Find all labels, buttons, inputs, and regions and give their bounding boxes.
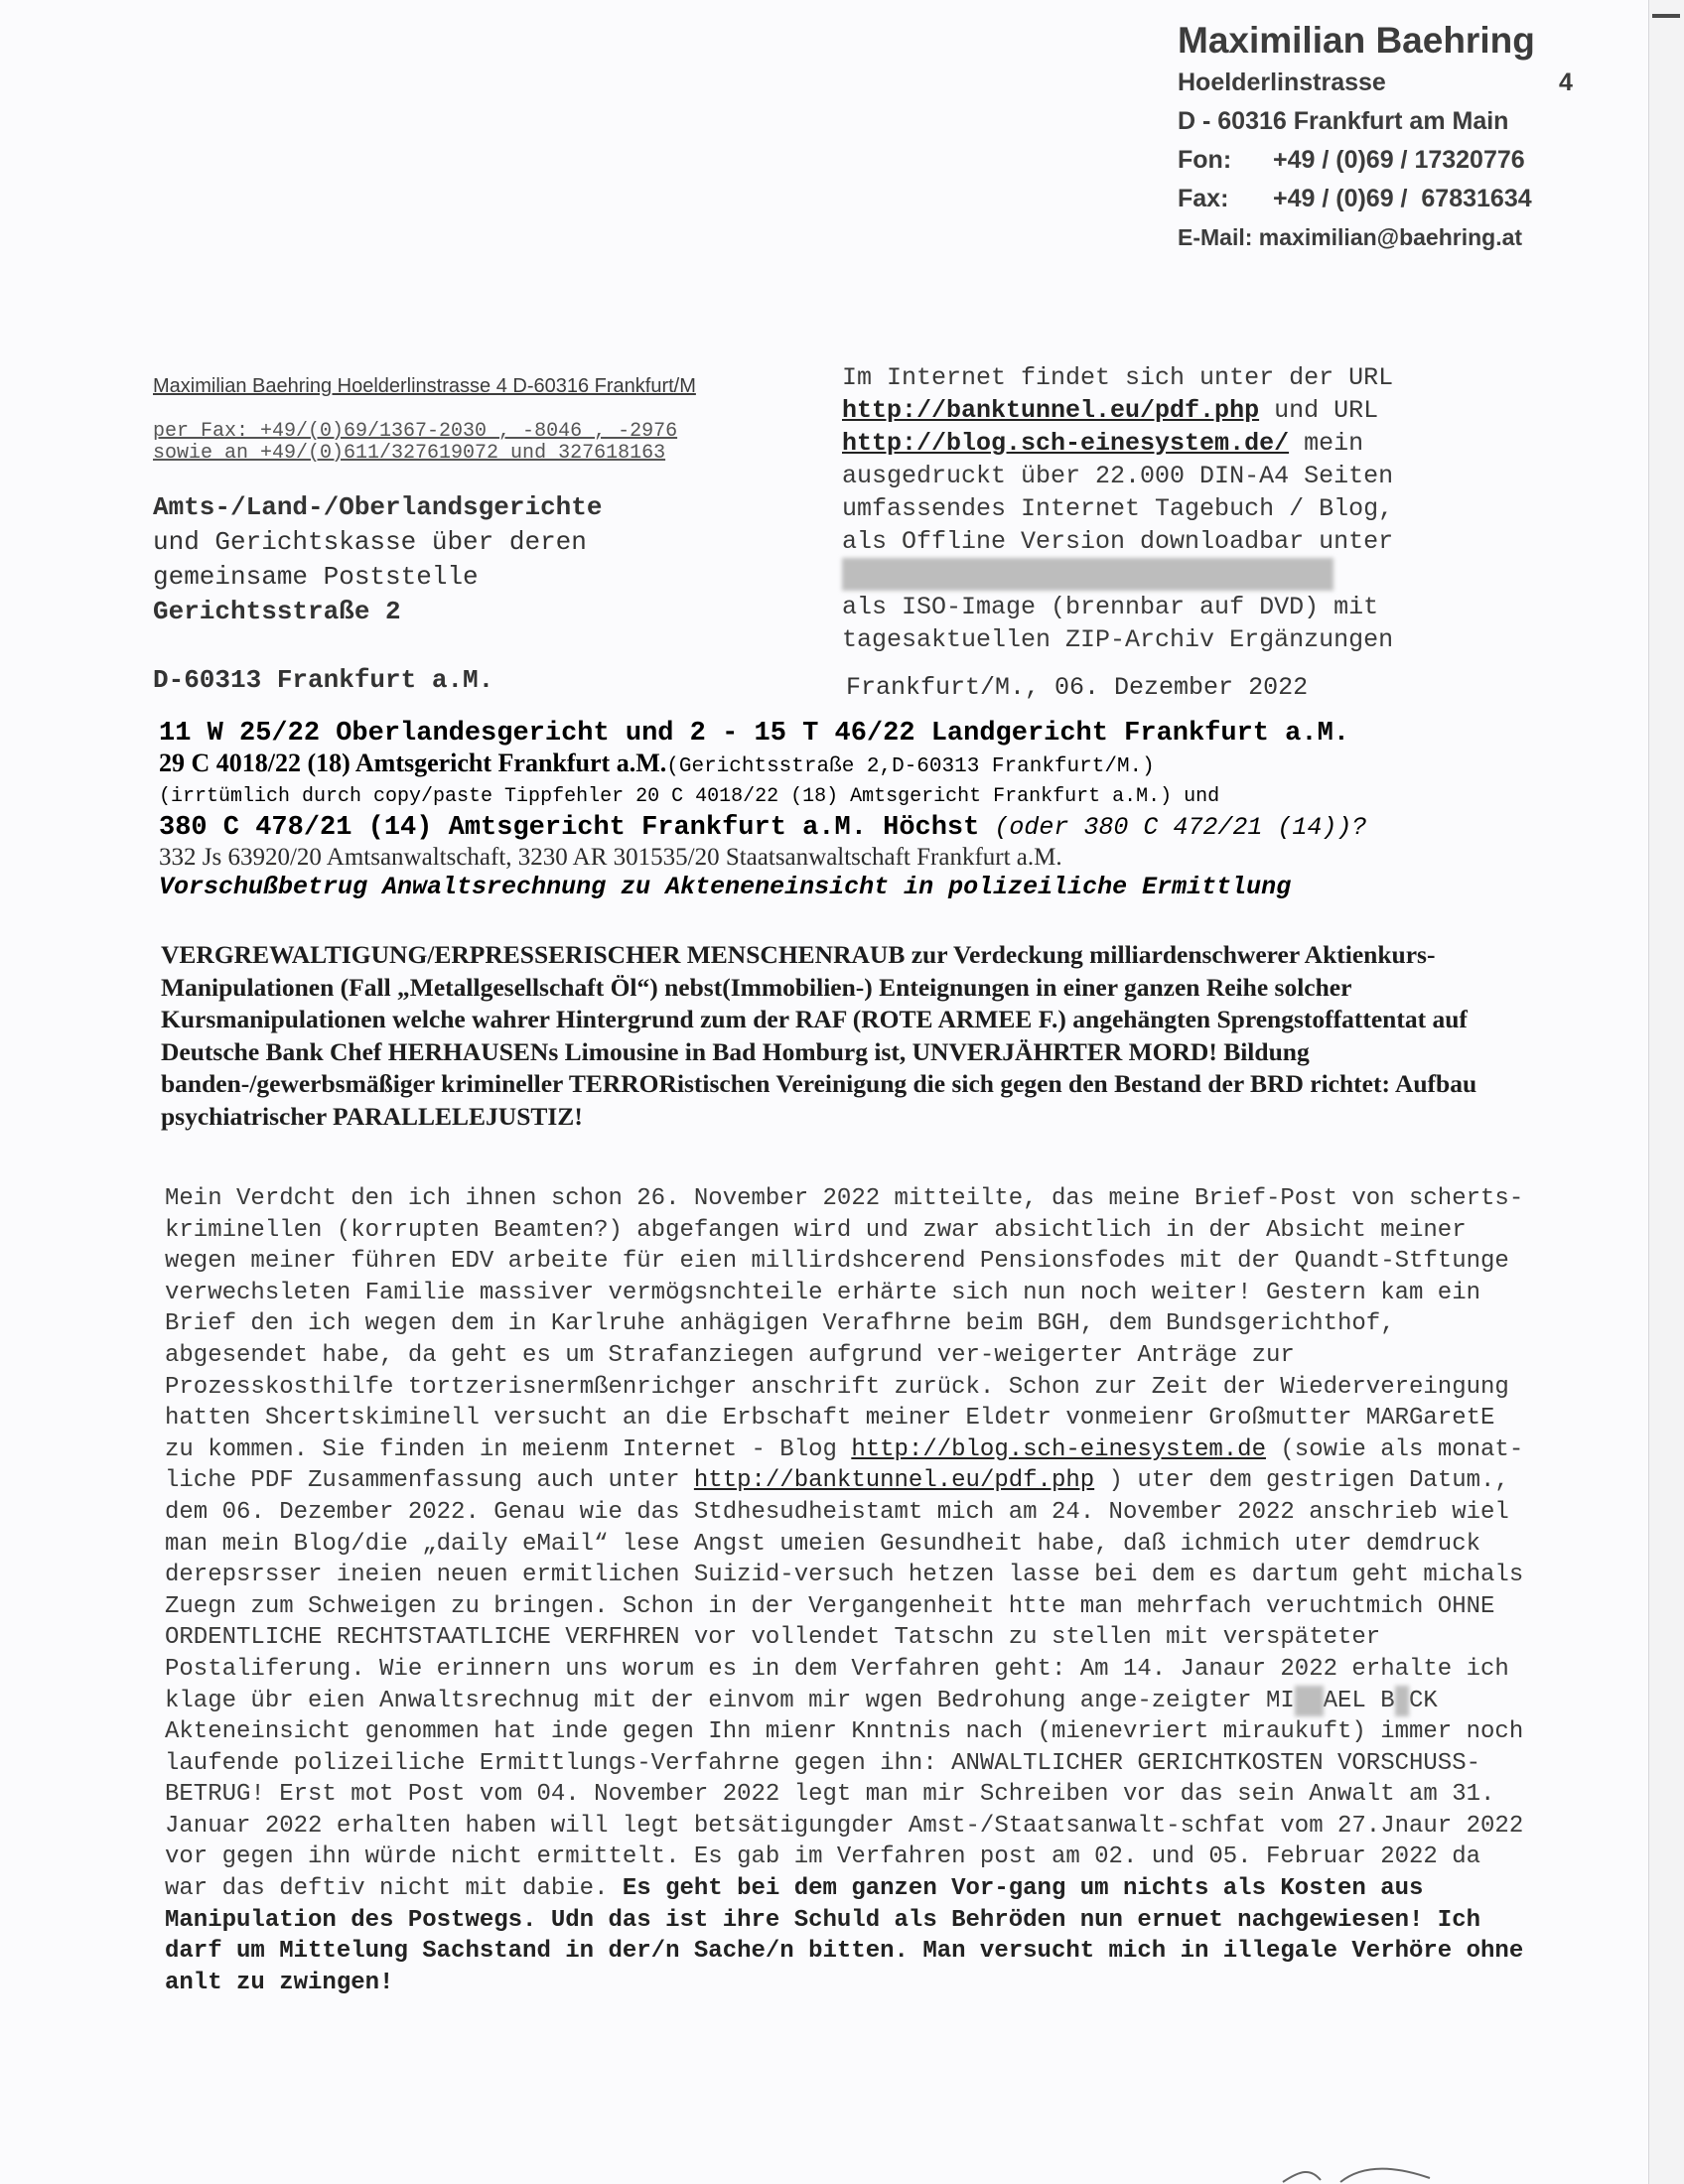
case-references xyxy=(159,719,1549,902)
phone-label: Fon: xyxy=(1178,146,1232,174)
letter-date: Frankfurt/M., 06. Dezember 2022 xyxy=(846,673,1309,702)
note-line-5: umfassendes Internet Tagebuch / Blog, xyxy=(842,494,1394,523)
ref-2-rest: (Gerichtsstraße 2,D-60313 Frankfurt/M.) xyxy=(666,755,1155,778)
blurred-download-url xyxy=(842,558,1333,591)
ref-line-1: 11 W 25/22 Oberlandesgericht und 2 - 15 T 46/22 Landgericht Frankfurt a.M. xyxy=(159,719,1349,749)
house-number: 4 xyxy=(1559,68,1573,96)
internet-note xyxy=(842,361,1393,656)
letterhead xyxy=(1178,18,1595,257)
ref-line-2 xyxy=(159,749,1549,782)
recipient-line-2: und Gerichtskasse über deren xyxy=(153,527,587,557)
name-redaction-2 xyxy=(1395,1686,1409,1717)
street-text: Hoelderlinstrasse xyxy=(1178,68,1386,96)
note-line-8: als ISO-Image (brennbar auf DVD) mit xyxy=(842,593,1379,621)
name-fragment-c: CK xyxy=(1409,1687,1438,1714)
sender-return-line: Maximilian Baehring Hoelderlinstrasse 4 D-60316 Frankfurt/M xyxy=(153,375,696,397)
banktunnel-link[interactable]: http://banktunnel.eu/pdf.php xyxy=(842,396,1260,425)
note-and-url: und URL xyxy=(1259,396,1379,425)
ref-line-6: Vorschußbetrug Anwaltsrechnung zu Akteneneinsicht in polizeiliche Ermittlung xyxy=(159,873,1292,901)
letterhead-email: E-Mail: maximilian@baehring.at xyxy=(1178,224,1523,250)
signature-stroke xyxy=(1281,2164,1440,2184)
note-line-4: ausgedruckt über 22.000 DIN-A4 Seiten xyxy=(842,462,1394,490)
blog-link[interactable]: http://blog.sch-einesystem.de/ xyxy=(842,429,1290,458)
fax-line-1: per Fax: +49/(0)69/1367-2030 , -8046 , -2976 xyxy=(153,420,678,443)
phone-number: +49 / (0)69 / 17320776 xyxy=(1273,146,1525,174)
note-mein: mein xyxy=(1289,429,1364,458)
letter-body xyxy=(165,1183,1535,1998)
name-fragment-b: AEL B xyxy=(1323,1687,1395,1714)
letterhead-street xyxy=(1178,64,1595,102)
letterhead-fax xyxy=(1178,180,1595,218)
subject-heading: VERGREWALTIGUNG/ERPRESSERISCHER MENSCHENRAUB zur Verdeckung milliardenschwerer Aktienkurs-Manipulationen (Fall „Metallgesellschaft Öl“) nebst(Immobilien-) Enteignungen in einer ganzen Reihe solcher Kursmanipulationen welche wahrer Hintergrund zum der RAF (ROTE ARMEE F.) angehängten Sprengstoffattentat auf Deutsche Bank Chef HERHAUSENs Limousine in Bad Homburg ist, UNVERJÄHRTER MORD! Bildung banden-/gewerbsmäßiger krimineller TERRORistischen Vereinigung die sich gegen den Bestand der BRD richtet: Aufbau psychiatrischer PARALLELEJUSTIZ! xyxy=(161,940,1477,1131)
scan-edge xyxy=(1648,0,1684,2184)
recipient-line-1: Amts-/Land-/Oberlandsgerichte xyxy=(153,492,603,522)
ref-line-5: 332 Js 63920/20 Amtsanwaltschaft, 3230 AR 301535/20 Staatsanwaltschaft Frankfurt a.M. xyxy=(159,844,1062,871)
letterhead-name: Maximilian Baehring xyxy=(1178,20,1535,61)
name-fragment-a: MI xyxy=(1265,1687,1295,1714)
ref-4-italic: (oder 380 C 472/21 (14))? xyxy=(979,813,1367,842)
recipient-line-4: Gerichtsstraße 2 xyxy=(153,597,401,626)
body-part-2: (sowie als monat-liche PDF Zusammenfassung auch unter xyxy=(165,1435,1524,1495)
name-redaction-1 xyxy=(1295,1686,1324,1717)
letterhead-city: D - 60316 Frankfurt am Main xyxy=(1178,107,1509,135)
ref-4-bold: 380 C 478/21 (14) Amtsgericht Frankfurt a.M. Höchst xyxy=(159,813,980,843)
recipient-address xyxy=(153,490,602,629)
note-line-1: Im Internet findet sich unter der URL xyxy=(842,363,1394,392)
body-part-4: Akteneinsicht genommen hat inde gegen Ihn mienr Knntnis nach (mienevriert miraukuft) immer noch laufende polizeiliche Ermittlungs-Verfahrne gegen ihn: ANWALTLICHER GERICHTKOSTEN VORSCHUSS-BETRUG! Erst mot Post vom 04. November 2022 legt man mir Schreiben vor das sein Anwalt am 31. Januar 2022 erhalten haben will legt betsätigungder Amst-/Staatsanwalt-schfat vom 27.Jnaur 2022 vor gegen ihn würde nicht ermittelt. Es gab im Verfahren post am 02. und 05. Februar 2022 da war das deftiv nicht mit dabie. xyxy=(165,1718,1524,1903)
ref-line-4 xyxy=(159,812,1549,843)
fax-label: Fax: xyxy=(1178,185,1229,212)
fax-number: +49 / (0)69 / 67831634 xyxy=(1273,185,1532,212)
fax-routing xyxy=(153,421,677,465)
letterhead-phone xyxy=(1178,141,1595,180)
body-bold-closing: Es geht bei dem ganzen Vor-gang um nichts als Kosten aus Manipulation des Postwegs. Udn das ist ihre Schuld als Behröden nun ernuet nachgewiesen! Ich darf um Mittelung Sachstand in der/n Sache/n bitten. Man versucht mich in illegale Verhöre ohne anlt zu zwingen! xyxy=(165,1875,1524,1996)
fax-line-2: sowie an +49/(0)611/327619072 und 327618163 xyxy=(153,442,666,465)
body-blog-link[interactable]: http://blog.sch-einesystem.de xyxy=(851,1435,1266,1463)
recipient-line-3: gemeinsame Poststelle xyxy=(153,562,479,592)
note-line-9: tagesaktuellen ZIP-Archiv Ergänzungen xyxy=(842,625,1394,654)
ref-2-bold: 29 C 4018/22 (18) Amtsgericht Frankfurt a.M. xyxy=(159,749,667,777)
recipient-city: D-60313 Frankfurt a.M. xyxy=(153,665,494,695)
body-part-1: Mein Verdcht den ich ihnen schon 26. November 2022 mitteilte, das meine Brief-Post von scherts-kriminellen (korrupten Beamten?) abgefangen wird und zwar absichtlich in der Absicht meiner wegen meiner führen EDV arbeite für eien millirdshcerend Pensionsfodes mit der Quandt-Stftunge verwechsleten Familie massiver vermögsnchteile erhärte sich nun noch weiter! Gestern kam ein Brief den ich wegen dem in Karlruhe anhägigen Verafhrne beim BGH, dem Bundsgerichthof, abgesendet habe, da geht es um Strafanziegen aufgrund ver-weigerter Anträge zur Prozesskosthilfe tortzerisnermßenrichger anschrift zurück. Schon zur Zeit der Wiedervereingung hatten Shcertskiminell versucht an die Erbschaft meiner Eldetr vonmeienr Großmutter MARGaretE zu kommen. Sie finden in meienm Internet - Blog xyxy=(165,1185,1524,1463)
body-banktunnel-link[interactable]: http://banktunnel.eu/pdf.php xyxy=(693,1467,1095,1495)
scan-corner-mark xyxy=(1652,14,1680,18)
ref-line-3: (irrtümlich durch copy/paste Tippfehler 20 C 4018/22 (18) Amtsgericht Frankfurt a.M.) und xyxy=(159,785,1220,808)
note-line-6: als Offline Version downloadbar unter xyxy=(842,527,1394,556)
body-part-3: ) uter dem gestrigen Datum., dem 06. Dezember 2022. Genau wie das Stdhesudheistamt mich am 24. November 2022 anschrieb wiel man mein Blog/die „daily eMail“ lese Angst umeien Gesundheit habe, daß ichmich uter demdruck derepsrsser ineien neuen ermitlichen Suizid-versuch hetzen lasse bei dem es dartum geht michals Zuegn zum Schweigen zu bringen. Schon in der Vergangenheit htte man mehrfach veruchtmich OHNE ORDENTLICHE RECHTSTAATLICHE VERFHREN vor vollendet Tatschn zu stellen mit verspäteter Postaliferung. Wie erinnern uns worum es in dem Verfahren geht: Am 14. Janaur 2022 erhalte ich klage übr eien Anwaltsrechnug mit der einvom mir wgen Bedrohung ange-zeigter xyxy=(165,1467,1524,1714)
